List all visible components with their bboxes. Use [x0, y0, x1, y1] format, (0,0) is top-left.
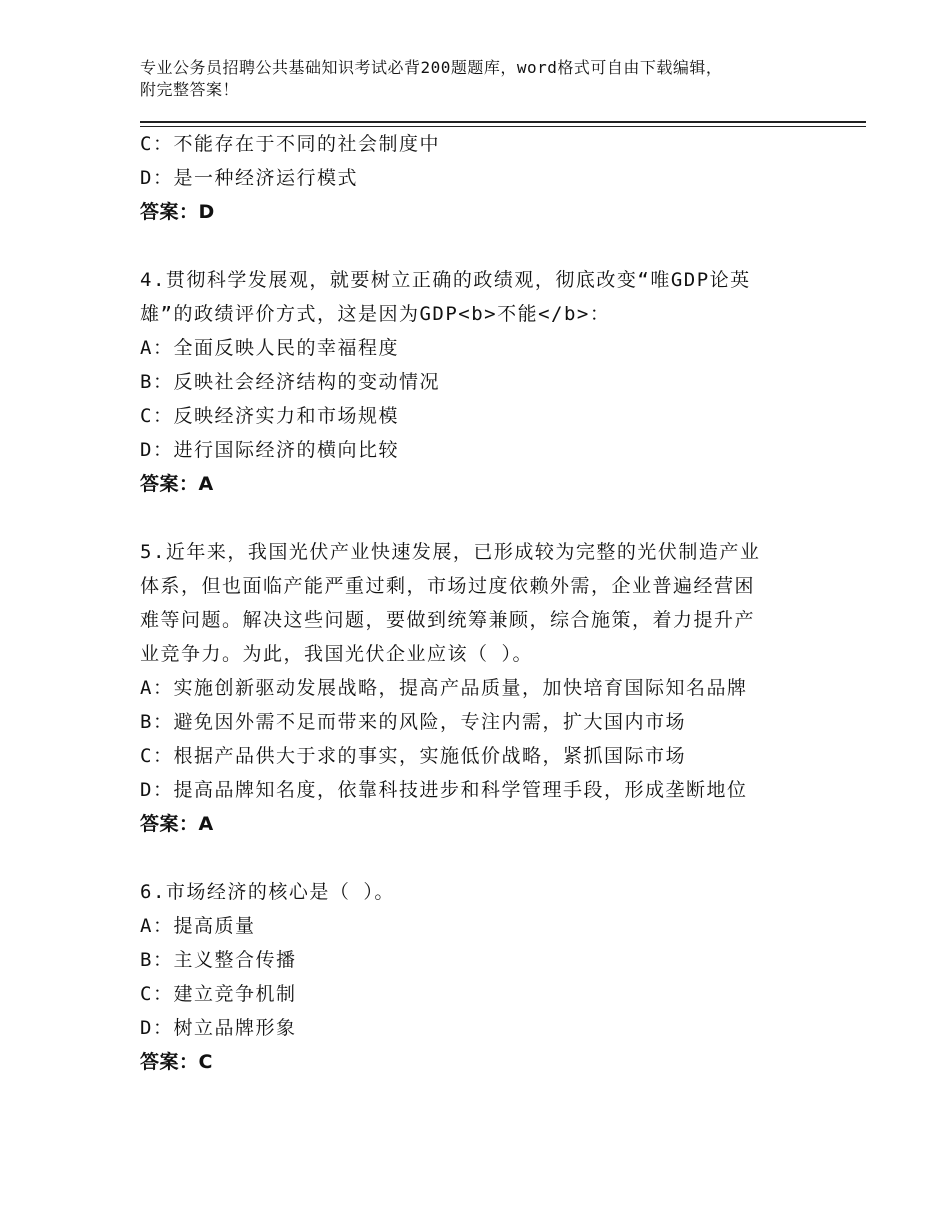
q6-answer: 答案：C	[140, 1051, 213, 1073]
q5-option-c: C：根据产品供大于求的事实，实施低价战略，紧抓国际市场	[140, 745, 686, 767]
q4-option-c: C：反映经济实力和市场规模	[140, 405, 399, 427]
q5-answer: 答案：A	[140, 813, 214, 835]
question-5	[140, 535, 820, 841]
q6-option-d: D：树立品牌形象	[140, 1017, 297, 1039]
q5-option-d: D：提高品牌知名度，依靠科技进步和科学管理手段，形成垄断地位	[140, 779, 748, 801]
q4-stem-line-2: 雄”的政绩评价方式，这是因为GDP<b>不能</b>：	[140, 303, 611, 325]
spacer	[140, 841, 820, 875]
q6-option-c: C：建立竞争机制	[140, 983, 297, 1005]
q5-option-b: B：避免因外需不足而带来的风险，专注内需，扩大国内市场	[140, 711, 686, 733]
q5-option-a: A：实施创新驱动发展战略，提高产品质量，加快培育国际知名品牌	[140, 677, 748, 699]
q5-stem-line-4: 业竞争力。为此，我国光伏企业应该（ ）。	[140, 643, 533, 665]
q6-option-b: B：主义整合传播	[140, 949, 297, 971]
q6-option-a: A：提高质量	[140, 915, 256, 937]
question-4	[140, 263, 820, 501]
q5-stem-line-1: 5.近年来，我国光伏产业快速发展，已形成较为完整的光伏制造产业	[140, 541, 761, 563]
q3-answer: 答案：D	[140, 201, 215, 223]
header-title-line2: 附完整答案！	[140, 80, 240, 99]
q4-option-d: D：进行国际经济的横向比较	[140, 439, 399, 461]
page-header	[140, 57, 820, 101]
question-list	[140, 127, 820, 1079]
q4-answer: 答案：A	[140, 473, 214, 495]
q3-option-d: D：是一种经济运行模式	[140, 167, 358, 189]
q5-stem-line-3: 难等问题。解决这些问题，要做到统筹兼顾，综合施策，着力提升产	[140, 609, 756, 631]
spacer	[140, 229, 820, 263]
q4-stem-line-1: 4.贯彻科学发展观，就要树立正确的政绩观，彻底改变“唯GDP论英	[140, 269, 751, 291]
header-rule-thick	[140, 121, 866, 123]
header-title-line1: 专业公务员招聘公共基础知识考试必背200题题库，word格式可自由下载编辑，	[140, 58, 723, 77]
q4-option-b: B：反映社会经济结构的变动情况	[140, 371, 440, 393]
question-3-tail	[140, 127, 820, 229]
question-6	[140, 875, 820, 1079]
q6-stem-line-1: 6.市场经济的核心是（ ）。	[140, 881, 395, 903]
q5-stem-line-2: 体系，但也面临产能严重过剩，市场过度依赖外需，企业普遍经营困	[140, 575, 756, 597]
q4-option-a: A：全面反映人民的幸福程度	[140, 337, 399, 359]
q3-option-c: C：不能存在于不同的社会制度中	[140, 133, 440, 155]
spacer	[140, 501, 820, 535]
